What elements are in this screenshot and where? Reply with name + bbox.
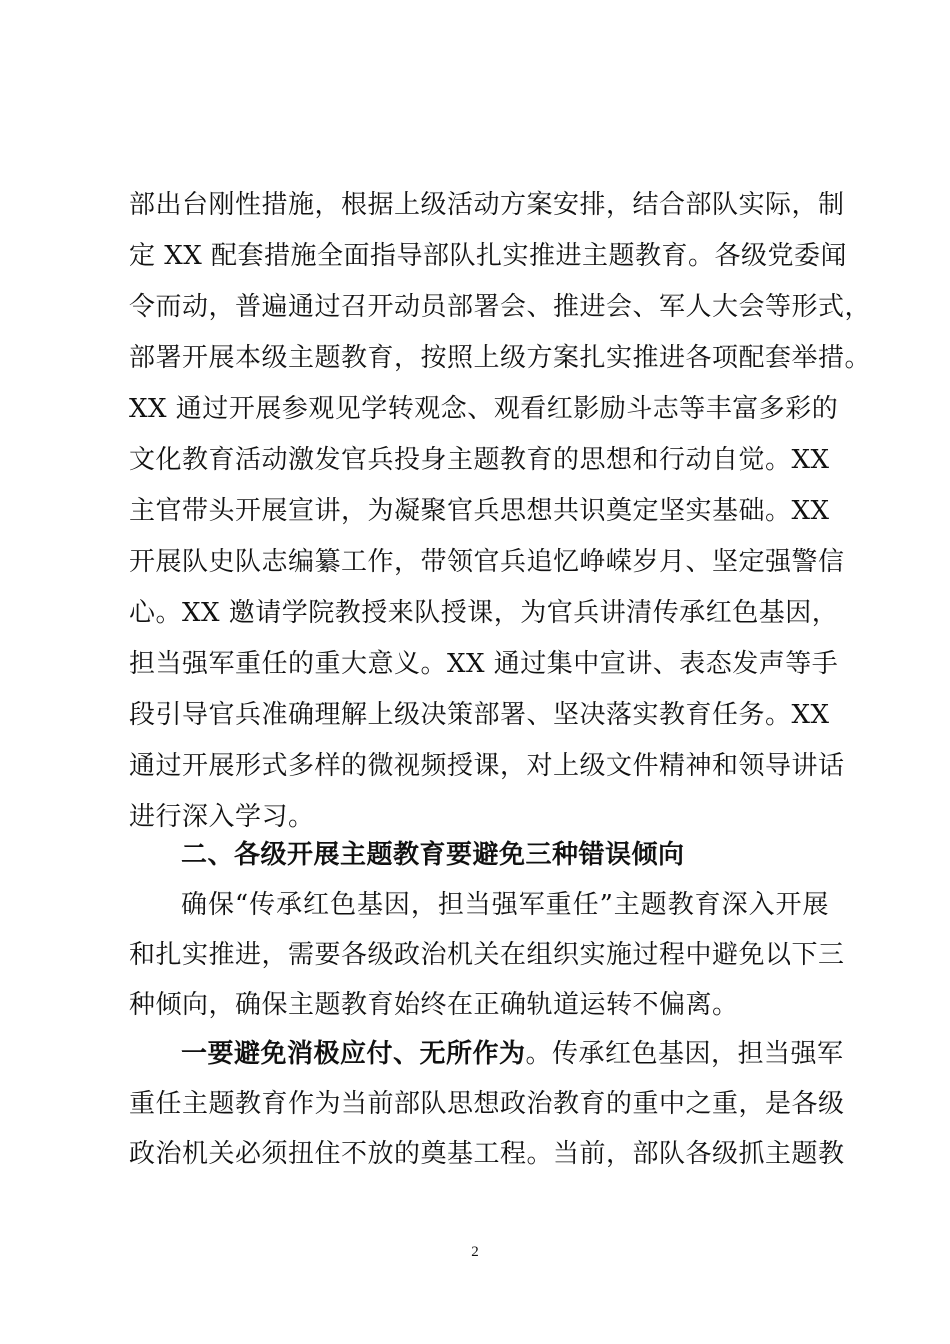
paragraph-line [181, 1034, 844, 1074]
paragraph-line: 令而动，普遍通过召开动员部署会、推进会、军人大会等形式， [129, 292, 872, 322]
paragraph-line: 部署开展本级主题教育，按照上级方案扎实推进各项配套举措。 [129, 343, 872, 373]
paragraph-line: 担当强军重任的重大意义。XX 通过集中宣讲、表态发声等手 [129, 649, 839, 679]
paragraph-line: 进行深入学习。 [129, 802, 315, 832]
paragraph-line: 和扎实推进，需要各级政治机关在组织实施过程中避免以下三 [129, 940, 845, 970]
paragraph-line: XX 通过开展参观见学转观念、观看红影励斗志等丰富多彩的 [129, 394, 839, 424]
paragraph-line: 心。XX 邀请学院教授来队授课，为官兵讲清传承红色基因， [129, 598, 839, 628]
paragraph-line: 开展队史队志编纂工作，带领官兵追忆峥嵘岁月、坚定强警信 [129, 547, 845, 577]
section-heading: 二、各级开展主题教育要避免三种错误倾向 [181, 840, 685, 870]
paragraph-line: 定 XX 配套措施全面指导部队扎实推进主题教育。各级党委闻 [129, 241, 848, 271]
paragraph-line: 通过开展形式多样的微视频授课，对上级文件精神和领导讲话 [129, 751, 845, 781]
paragraph-line: 段引导官兵准确理解上级决策部署、坚决落实教育任务。XX [129, 700, 830, 730]
paragraph-line: 重任主题教育作为当前部队思想政治教育的重中之重，是各级 [129, 1089, 845, 1119]
paragraph-line: 文化教育活动激发官兵投身主题教育的思想和行动自觉。XX [129, 445, 830, 475]
bold-lead-text: 一要避免消极应付、无所作为 [181, 1039, 526, 1069]
paragraph-line: 确保“传承红色基因，担当强军重任”主题教育深入开展 [181, 890, 829, 920]
paragraph-line: 部出台刚性措施，根据上级活动方案安排，结合部队实际，制 [129, 190, 845, 220]
paragraph-line: 主官带头开展宣讲，为凝聚官兵思想共识奠定坚实基础。XX [129, 496, 830, 526]
paragraph-line: 政治机关必须扭住不放的奠基工程。当前，部队各级抓主题教 [129, 1139, 845, 1169]
paragraph-line: 种倾向，确保主题教育始终在正确轨道运转不偏离。 [129, 990, 739, 1020]
page-number: 2 [471, 1244, 479, 1260]
lead-rest-text: 。传承红色基因，担当强军 [525, 1039, 844, 1069]
